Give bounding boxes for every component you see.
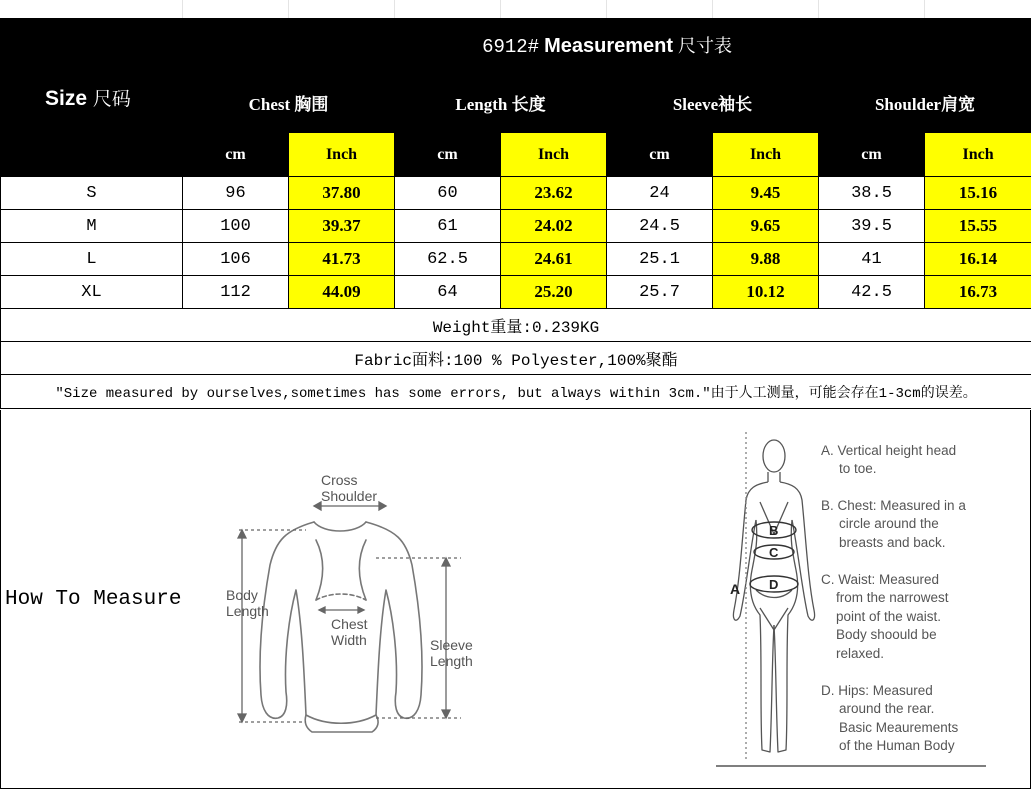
table-cell: 9.65 (713, 210, 819, 243)
size-label: M (1, 210, 183, 243)
table-cell: 15.55 (925, 210, 1031, 243)
table-cell: 62.5 (395, 243, 501, 276)
group-header-sleeve: Sleeve袖长 (607, 72, 819, 133)
chest-width-label: Width (331, 632, 367, 648)
table-cell: 42.5 (819, 276, 925, 309)
note-b: B. Chest: Measured in a (821, 498, 966, 513)
table-row (1, 177, 1031, 210)
note-b: circle around the (839, 516, 939, 531)
body-letter-c: C (769, 545, 779, 560)
body-letter-b: B (769, 523, 779, 538)
note-c: Body shoould be (836, 627, 937, 642)
size-header: Size 尺码 (1, 19, 183, 177)
sleeve-length-label: Sleeve (430, 637, 473, 653)
unit-header: cm (819, 133, 925, 177)
group-header-shoulder: Shoulder肩宽 (819, 72, 1031, 133)
unit-header: cm (395, 133, 501, 177)
table-cell: 41.73 (289, 243, 395, 276)
note-d: Basic Meaurements (839, 720, 959, 735)
how-to-measure-section (0, 410, 1031, 789)
body-length-label: Body (226, 587, 258, 603)
table-cell: 24 (607, 177, 713, 210)
table-cell: 23.62 (501, 177, 607, 210)
sweater-diagram (216, 470, 491, 770)
note-a: to toe. (839, 461, 877, 476)
table-cell: 100 (183, 210, 289, 243)
note-b: breasts and back. (839, 535, 946, 550)
group-header-chest: Chest 胸围 (183, 72, 395, 133)
table-cell: 60 (395, 177, 501, 210)
unit-header: cm (607, 133, 713, 177)
table-row (1, 210, 1031, 243)
disclaimer-note: "Size measured by ourselves,sometimes has some errors, but always within 3cm."由于人工测量，可能会存在1-3cm的误差。 (1, 375, 1031, 409)
note-d: of the Human Body (839, 738, 955, 753)
table-cell: 24.02 (501, 210, 607, 243)
table-cell: 25.20 (501, 276, 607, 309)
body-letter-d: D (769, 577, 779, 592)
unit-header: Inch (713, 133, 819, 177)
table-cell: 24.5 (607, 210, 713, 243)
body-letter-a: A (730, 581, 741, 597)
table-cell: 15.16 (925, 177, 1031, 210)
note-a: A. Vertical height head (821, 443, 957, 458)
size-label: L (1, 243, 183, 276)
note-c: C. Waist: Measured (821, 572, 940, 587)
weight-note: Weight重量:0.239KG (1, 309, 1031, 342)
note-c: point of the waist. (836, 609, 942, 624)
unit-header: Inch (925, 133, 1031, 177)
note-d: D. Hips: Measured (821, 683, 933, 698)
table-cell: 112 (183, 276, 289, 309)
chart-title: 6912# Measurement 尺寸表 (183, 19, 1031, 72)
table-cell: 16.14 (925, 243, 1031, 276)
size-label: XL (1, 276, 183, 309)
fabric-note: Fabric面料:100 % Polyester,100%聚酯 (1, 342, 1031, 375)
table-cell: 25.1 (607, 243, 713, 276)
size-chart-table (0, 18, 1031, 409)
note-c: from the narrowest (836, 590, 949, 605)
note-d: around the rear. (839, 701, 935, 716)
table-cell: 39.5 (819, 210, 925, 243)
table-row (1, 243, 1031, 276)
how-to-measure-label: How To Measure (5, 588, 182, 611)
cross-shoulder-label: Cross (321, 472, 358, 488)
body-length-label: Length (226, 603, 269, 619)
unit-header: Inch (501, 133, 607, 177)
table-cell: 106 (183, 243, 289, 276)
size-label: S (1, 177, 183, 210)
note-c: relaxed. (836, 646, 885, 661)
table-cell: 41 (819, 243, 925, 276)
unit-header: cm (183, 133, 289, 177)
table-cell: 37.80 (289, 177, 395, 210)
table-cell: 61 (395, 210, 501, 243)
unit-header: Inch (289, 133, 395, 177)
table-cell: 9.88 (713, 243, 819, 276)
chest-width-label: Chest (331, 616, 368, 632)
table-cell: 16.73 (925, 276, 1031, 309)
table-cell: 64 (395, 276, 501, 309)
table-cell: 9.45 (713, 177, 819, 210)
cross-shoulder-label: Shoulder (321, 488, 378, 504)
table-cell: 25.7 (607, 276, 713, 309)
group-header-length: Length 长度 (395, 72, 607, 133)
table-cell: 10.12 (713, 276, 819, 309)
table-cell: 38.5 (819, 177, 925, 210)
table-cell: 96 (183, 177, 289, 210)
table-row (1, 276, 1031, 309)
body-diagram (716, 430, 1021, 782)
spreadsheet-top-gridlines (0, 0, 1031, 18)
table-cell: 44.09 (289, 276, 395, 309)
table-cell: 24.61 (501, 243, 607, 276)
table-cell: 39.37 (289, 210, 395, 243)
sleeve-length-label: Length (430, 653, 473, 669)
